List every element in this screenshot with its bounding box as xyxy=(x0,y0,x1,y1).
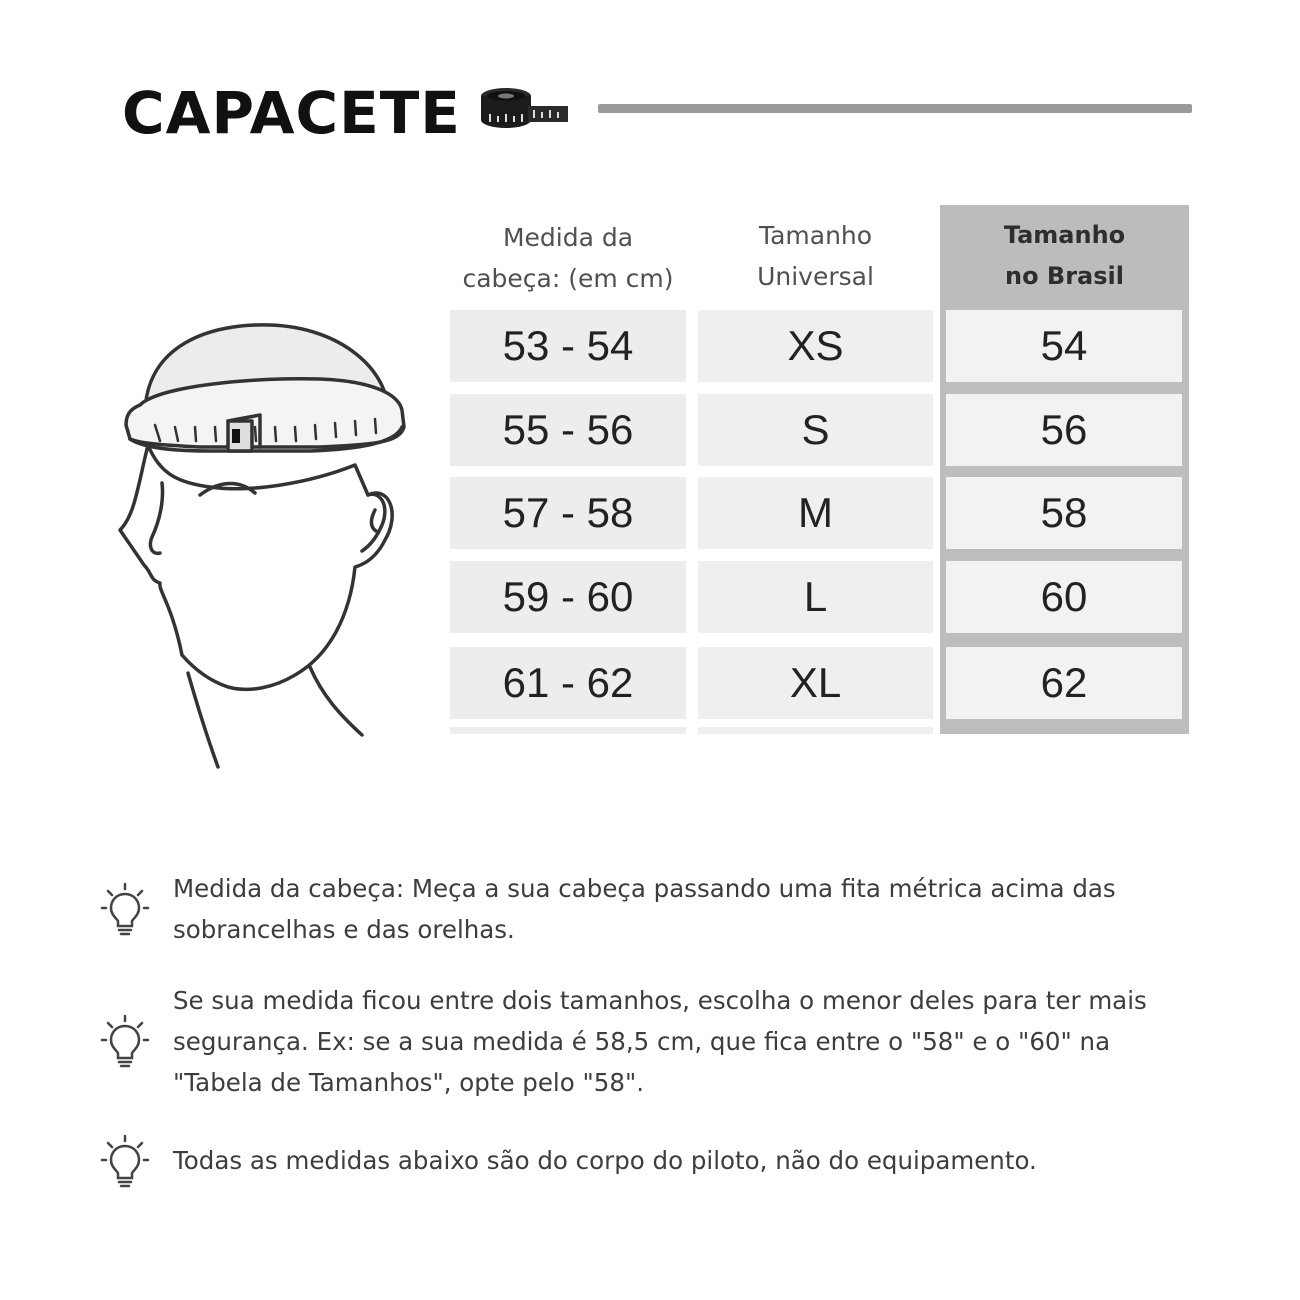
cell-universal-size: M xyxy=(698,477,933,549)
cell-brazil-size: 62 xyxy=(946,647,1182,719)
cell-universal-size: S xyxy=(698,394,933,466)
cell-measurement: 55 - 56 xyxy=(450,394,686,466)
table-row-footer xyxy=(450,727,686,734)
cell-universal-size: L xyxy=(698,561,933,633)
header-line: Tamanho xyxy=(758,221,873,250)
cell-measurement: 61 - 62 xyxy=(450,647,686,719)
header-line: no Brasil xyxy=(1005,262,1124,290)
cell-measurement: 59 - 60 xyxy=(450,561,686,633)
tip-line: segurança. Ex: se a sua medida é 58,5 cm, que fica entre o "58" e o "60" na xyxy=(173,1027,1111,1056)
cell-universal-size: XS xyxy=(698,310,933,382)
header-line: cabeça: (em cm) xyxy=(462,264,674,293)
tip-line: Todas as medidas abaixo são do corpo do piloto, não do equipamento. xyxy=(173,1146,1037,1175)
header-line: Medida da xyxy=(502,223,634,252)
cell-brazil-size: 60 xyxy=(946,561,1182,633)
cell-measurement: 53 - 54 xyxy=(450,310,686,382)
tip-text xyxy=(173,980,1147,1103)
lightbulb-icon xyxy=(100,882,150,938)
cell-measurement: 57 - 58 xyxy=(450,477,686,549)
tip-line: sobrancelhas e das orelhas. xyxy=(173,915,515,944)
tip-line: "Tabela de Tamanhos", opte pelo "58". xyxy=(173,1068,645,1097)
head-measurement-illustration xyxy=(100,315,420,775)
tip-line: Se sua medida ficou entre dois tamanhos, escolha o menor deles para ter mais xyxy=(173,986,1147,1015)
page-title: CAPACETE xyxy=(122,79,461,147)
cell-universal-size: XL xyxy=(698,647,933,719)
lightbulb-icon xyxy=(100,1014,150,1070)
tip-text xyxy=(173,1140,1037,1181)
lightbulb-icon xyxy=(100,1134,150,1190)
header-universal-size xyxy=(698,215,933,297)
cell-brazil-size: 58 xyxy=(946,477,1182,549)
header-line: Universal xyxy=(757,262,874,291)
cell-brazil-size: 56 xyxy=(946,394,1182,466)
header-head-measurement xyxy=(450,217,686,299)
cell-brazil-size: 54 xyxy=(946,310,1182,382)
tip-text xyxy=(173,868,1116,950)
header-line: Tamanho xyxy=(1003,221,1126,249)
table-row-footer xyxy=(698,727,933,734)
header-brazil-size xyxy=(940,215,1189,297)
tip-line: Medida da cabeça: Meça a sua cabeça passando uma fita métrica acima das xyxy=(173,874,1116,903)
title-divider xyxy=(598,104,1192,113)
measuring-tape-icon xyxy=(478,86,572,132)
